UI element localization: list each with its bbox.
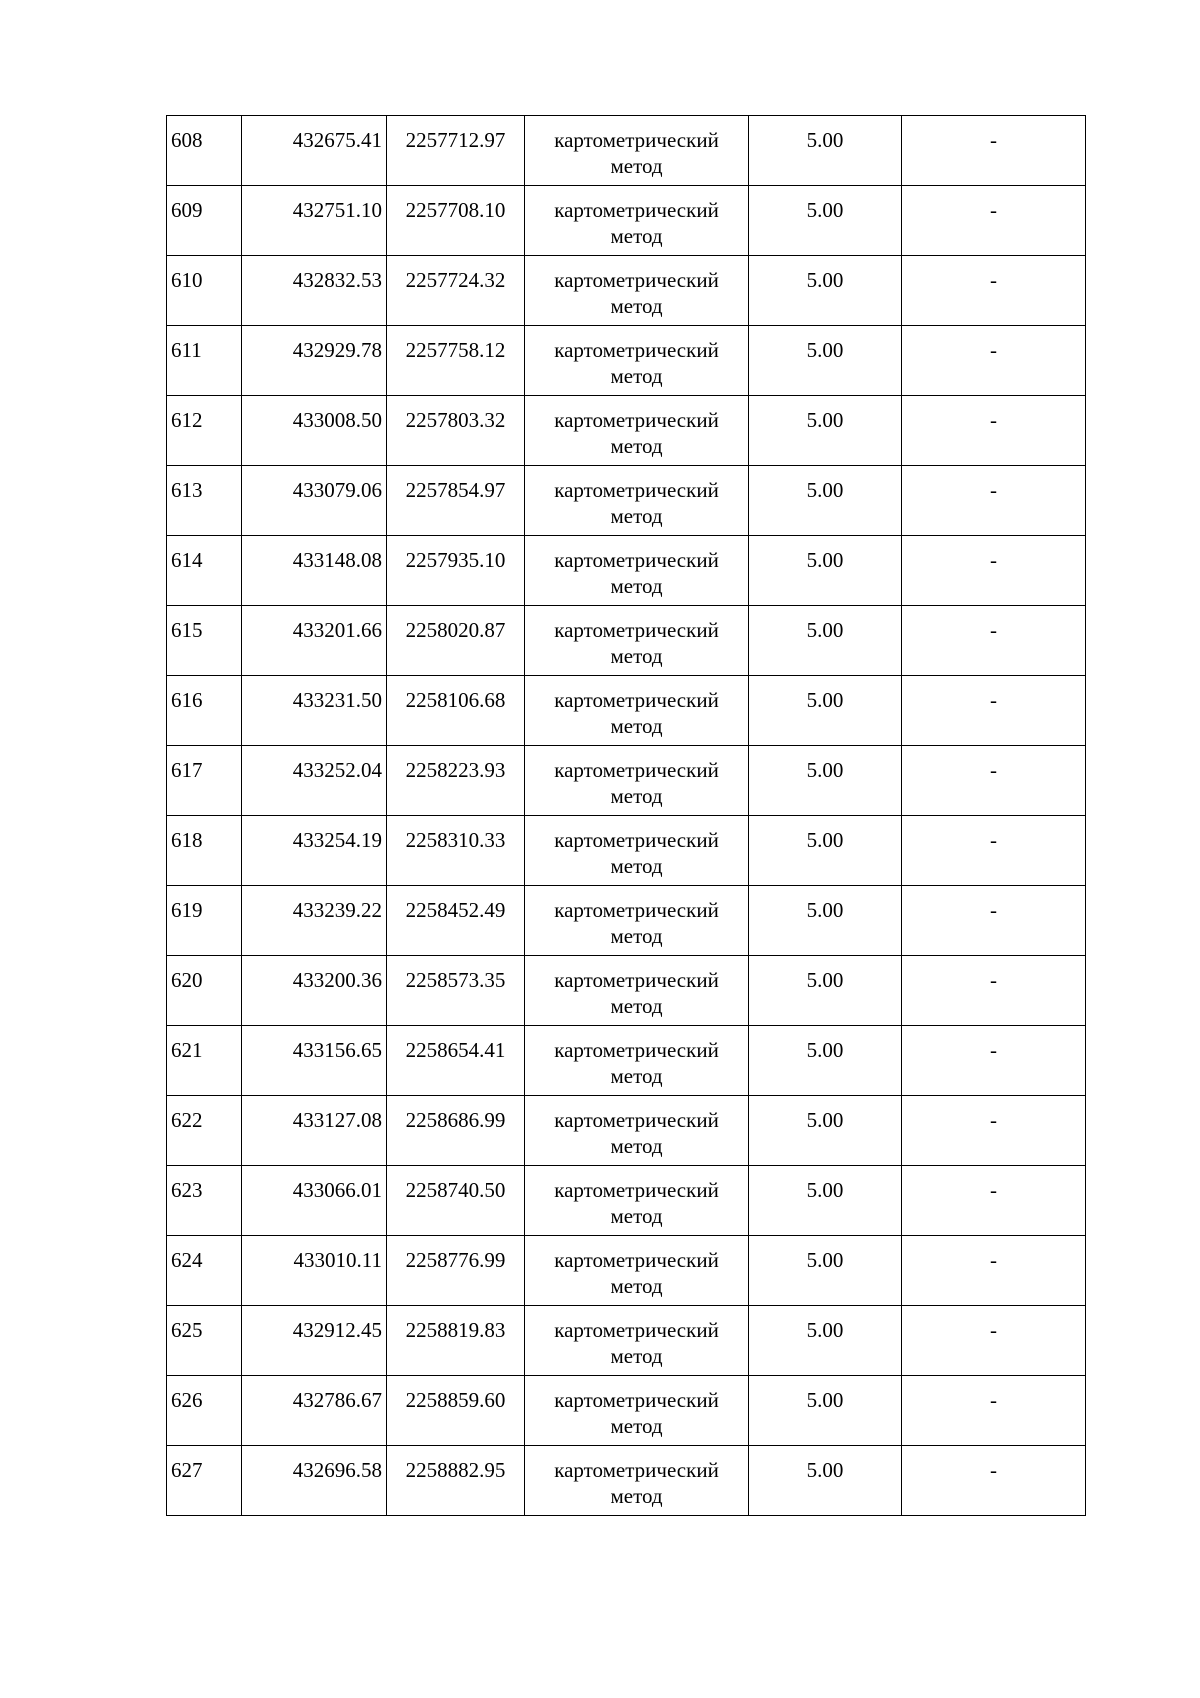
table-row [167,886,1086,956]
method-cell: картометрический метод [525,536,749,606]
point-number-cell: 614 [167,536,242,606]
y-coordinate-cell: 2258654.41 [387,1026,525,1096]
x-coordinate-cell: 432786.67 [242,1376,387,1446]
y-coordinate-cell: 2257712.97 [387,116,525,186]
accuracy-cell: 5.00 [749,466,902,536]
y-coordinate-cell: 2258573.35 [387,956,525,1026]
point-number-cell: 625 [167,1306,242,1376]
table-row [167,1306,1086,1376]
description-cell: - [902,816,1086,886]
point-number-cell: 612 [167,396,242,466]
description-cell: - [902,116,1086,186]
table-row [167,746,1086,816]
point-number-cell: 610 [167,256,242,326]
description-cell: - [902,746,1086,816]
method-cell: картометрический метод [525,1376,749,1446]
description-cell: - [902,606,1086,676]
table-row [167,676,1086,746]
accuracy-cell: 5.00 [749,1306,902,1376]
description-cell: - [902,1376,1086,1446]
method-cell: картометрический метод [525,606,749,676]
y-coordinate-cell: 2258310.33 [387,816,525,886]
x-coordinate-cell: 433200.36 [242,956,387,1026]
x-coordinate-cell: 433066.01 [242,1166,387,1236]
table-row [167,1166,1086,1236]
y-coordinate-cell: 2258106.68 [387,676,525,746]
y-coordinate-cell: 2257935.10 [387,536,525,606]
accuracy-cell: 5.00 [749,116,902,186]
x-coordinate-cell: 432912.45 [242,1306,387,1376]
x-coordinate-cell: 432832.53 [242,256,387,326]
coordinates-table [166,115,1086,1516]
point-number-cell: 624 [167,1236,242,1306]
accuracy-cell: 5.00 [749,256,902,326]
y-coordinate-cell: 2258819.83 [387,1306,525,1376]
y-coordinate-cell: 2257724.32 [387,256,525,326]
method-cell: картометрический метод [525,186,749,256]
accuracy-cell: 5.00 [749,1446,902,1516]
point-number-cell: 617 [167,746,242,816]
x-coordinate-cell: 433239.22 [242,886,387,956]
method-cell: картометрический метод [525,956,749,1026]
description-cell: - [902,186,1086,256]
accuracy-cell: 5.00 [749,536,902,606]
accuracy-cell: 5.00 [749,396,902,466]
table-row [167,116,1086,186]
description-cell: - [902,1306,1086,1376]
accuracy-cell: 5.00 [749,1236,902,1306]
description-cell: - [902,256,1086,326]
point-number-cell: 619 [167,886,242,956]
method-cell: картометрический метод [525,326,749,396]
y-coordinate-cell: 2257803.32 [387,396,525,466]
x-coordinate-cell: 433254.19 [242,816,387,886]
method-cell: картометрический метод [525,466,749,536]
accuracy-cell: 5.00 [749,676,902,746]
accuracy-cell: 5.00 [749,816,902,886]
table-row [167,466,1086,536]
description-cell: - [902,536,1086,606]
table-row [167,326,1086,396]
accuracy-cell: 5.00 [749,1096,902,1166]
point-number-cell: 613 [167,466,242,536]
description-cell: - [902,886,1086,956]
description-cell: - [902,1166,1086,1236]
table-row [167,606,1086,676]
x-coordinate-cell: 432929.78 [242,326,387,396]
table-row [167,256,1086,326]
description-cell: - [902,676,1086,746]
point-number-cell: 622 [167,1096,242,1166]
method-cell: картометрический метод [525,1306,749,1376]
table-row [167,1236,1086,1306]
x-coordinate-cell: 433127.08 [242,1096,387,1166]
x-coordinate-cell: 433156.65 [242,1026,387,1096]
y-coordinate-cell: 2258020.87 [387,606,525,676]
x-coordinate-cell: 433201.66 [242,606,387,676]
accuracy-cell: 5.00 [749,886,902,956]
y-coordinate-cell: 2257854.97 [387,466,525,536]
description-cell: - [902,1236,1086,1306]
y-coordinate-cell: 2257758.12 [387,326,525,396]
y-coordinate-cell: 2258740.50 [387,1166,525,1236]
accuracy-cell: 5.00 [749,326,902,396]
method-cell: картометрический метод [525,1446,749,1516]
accuracy-cell: 5.00 [749,956,902,1026]
table-row [167,1026,1086,1096]
point-number-cell: 618 [167,816,242,886]
method-cell: картометрический метод [525,886,749,956]
x-coordinate-cell: 433148.08 [242,536,387,606]
y-coordinate-cell: 2258859.60 [387,1376,525,1446]
table-row [167,186,1086,256]
method-cell: картометрический метод [525,746,749,816]
coordinates-table-body [167,116,1086,1516]
table-row [167,1376,1086,1446]
method-cell: картометрический метод [525,1096,749,1166]
point-number-cell: 615 [167,606,242,676]
description-cell: - [902,466,1086,536]
method-cell: картометрический метод [525,1236,749,1306]
y-coordinate-cell: 2258776.99 [387,1236,525,1306]
description-cell: - [902,326,1086,396]
y-coordinate-cell: 2258223.93 [387,746,525,816]
accuracy-cell: 5.00 [749,1376,902,1446]
x-coordinate-cell: 432751.10 [242,186,387,256]
point-number-cell: 608 [167,116,242,186]
x-coordinate-cell: 433231.50 [242,676,387,746]
accuracy-cell: 5.00 [749,1166,902,1236]
x-coordinate-cell: 432696.58 [242,1446,387,1516]
y-coordinate-cell: 2258882.95 [387,1446,525,1516]
accuracy-cell: 5.00 [749,746,902,816]
table-row [167,1096,1086,1166]
point-number-cell: 627 [167,1446,242,1516]
method-cell: картометрический метод [525,396,749,466]
table-row [167,396,1086,466]
x-coordinate-cell: 432675.41 [242,116,387,186]
accuracy-cell: 5.00 [749,1026,902,1096]
y-coordinate-cell: 2258452.49 [387,886,525,956]
point-number-cell: 620 [167,956,242,1026]
method-cell: картометрический метод [525,816,749,886]
y-coordinate-cell: 2258686.99 [387,1096,525,1166]
description-cell: - [902,1446,1086,1516]
x-coordinate-cell: 433079.06 [242,466,387,536]
point-number-cell: 609 [167,186,242,256]
point-number-cell: 616 [167,676,242,746]
point-number-cell: 611 [167,326,242,396]
description-cell: - [902,956,1086,1026]
x-coordinate-cell: 433010.11 [242,1236,387,1306]
point-number-cell: 623 [167,1166,242,1236]
table-row [167,536,1086,606]
method-cell: картометрический метод [525,676,749,746]
description-cell: - [902,1026,1086,1096]
y-coordinate-cell: 2257708.10 [387,186,525,256]
x-coordinate-cell: 433252.04 [242,746,387,816]
method-cell: картометрический метод [525,116,749,186]
method-cell: картометрический метод [525,1166,749,1236]
point-number-cell: 621 [167,1026,242,1096]
method-cell: картометрический метод [525,1026,749,1096]
table-row [167,816,1086,886]
description-cell: - [902,1096,1086,1166]
description-cell: - [902,396,1086,466]
accuracy-cell: 5.00 [749,606,902,676]
accuracy-cell: 5.00 [749,186,902,256]
table-row [167,1446,1086,1516]
point-number-cell: 626 [167,1376,242,1446]
x-coordinate-cell: 433008.50 [242,396,387,466]
table-row [167,956,1086,1026]
method-cell: картометрический метод [525,256,749,326]
